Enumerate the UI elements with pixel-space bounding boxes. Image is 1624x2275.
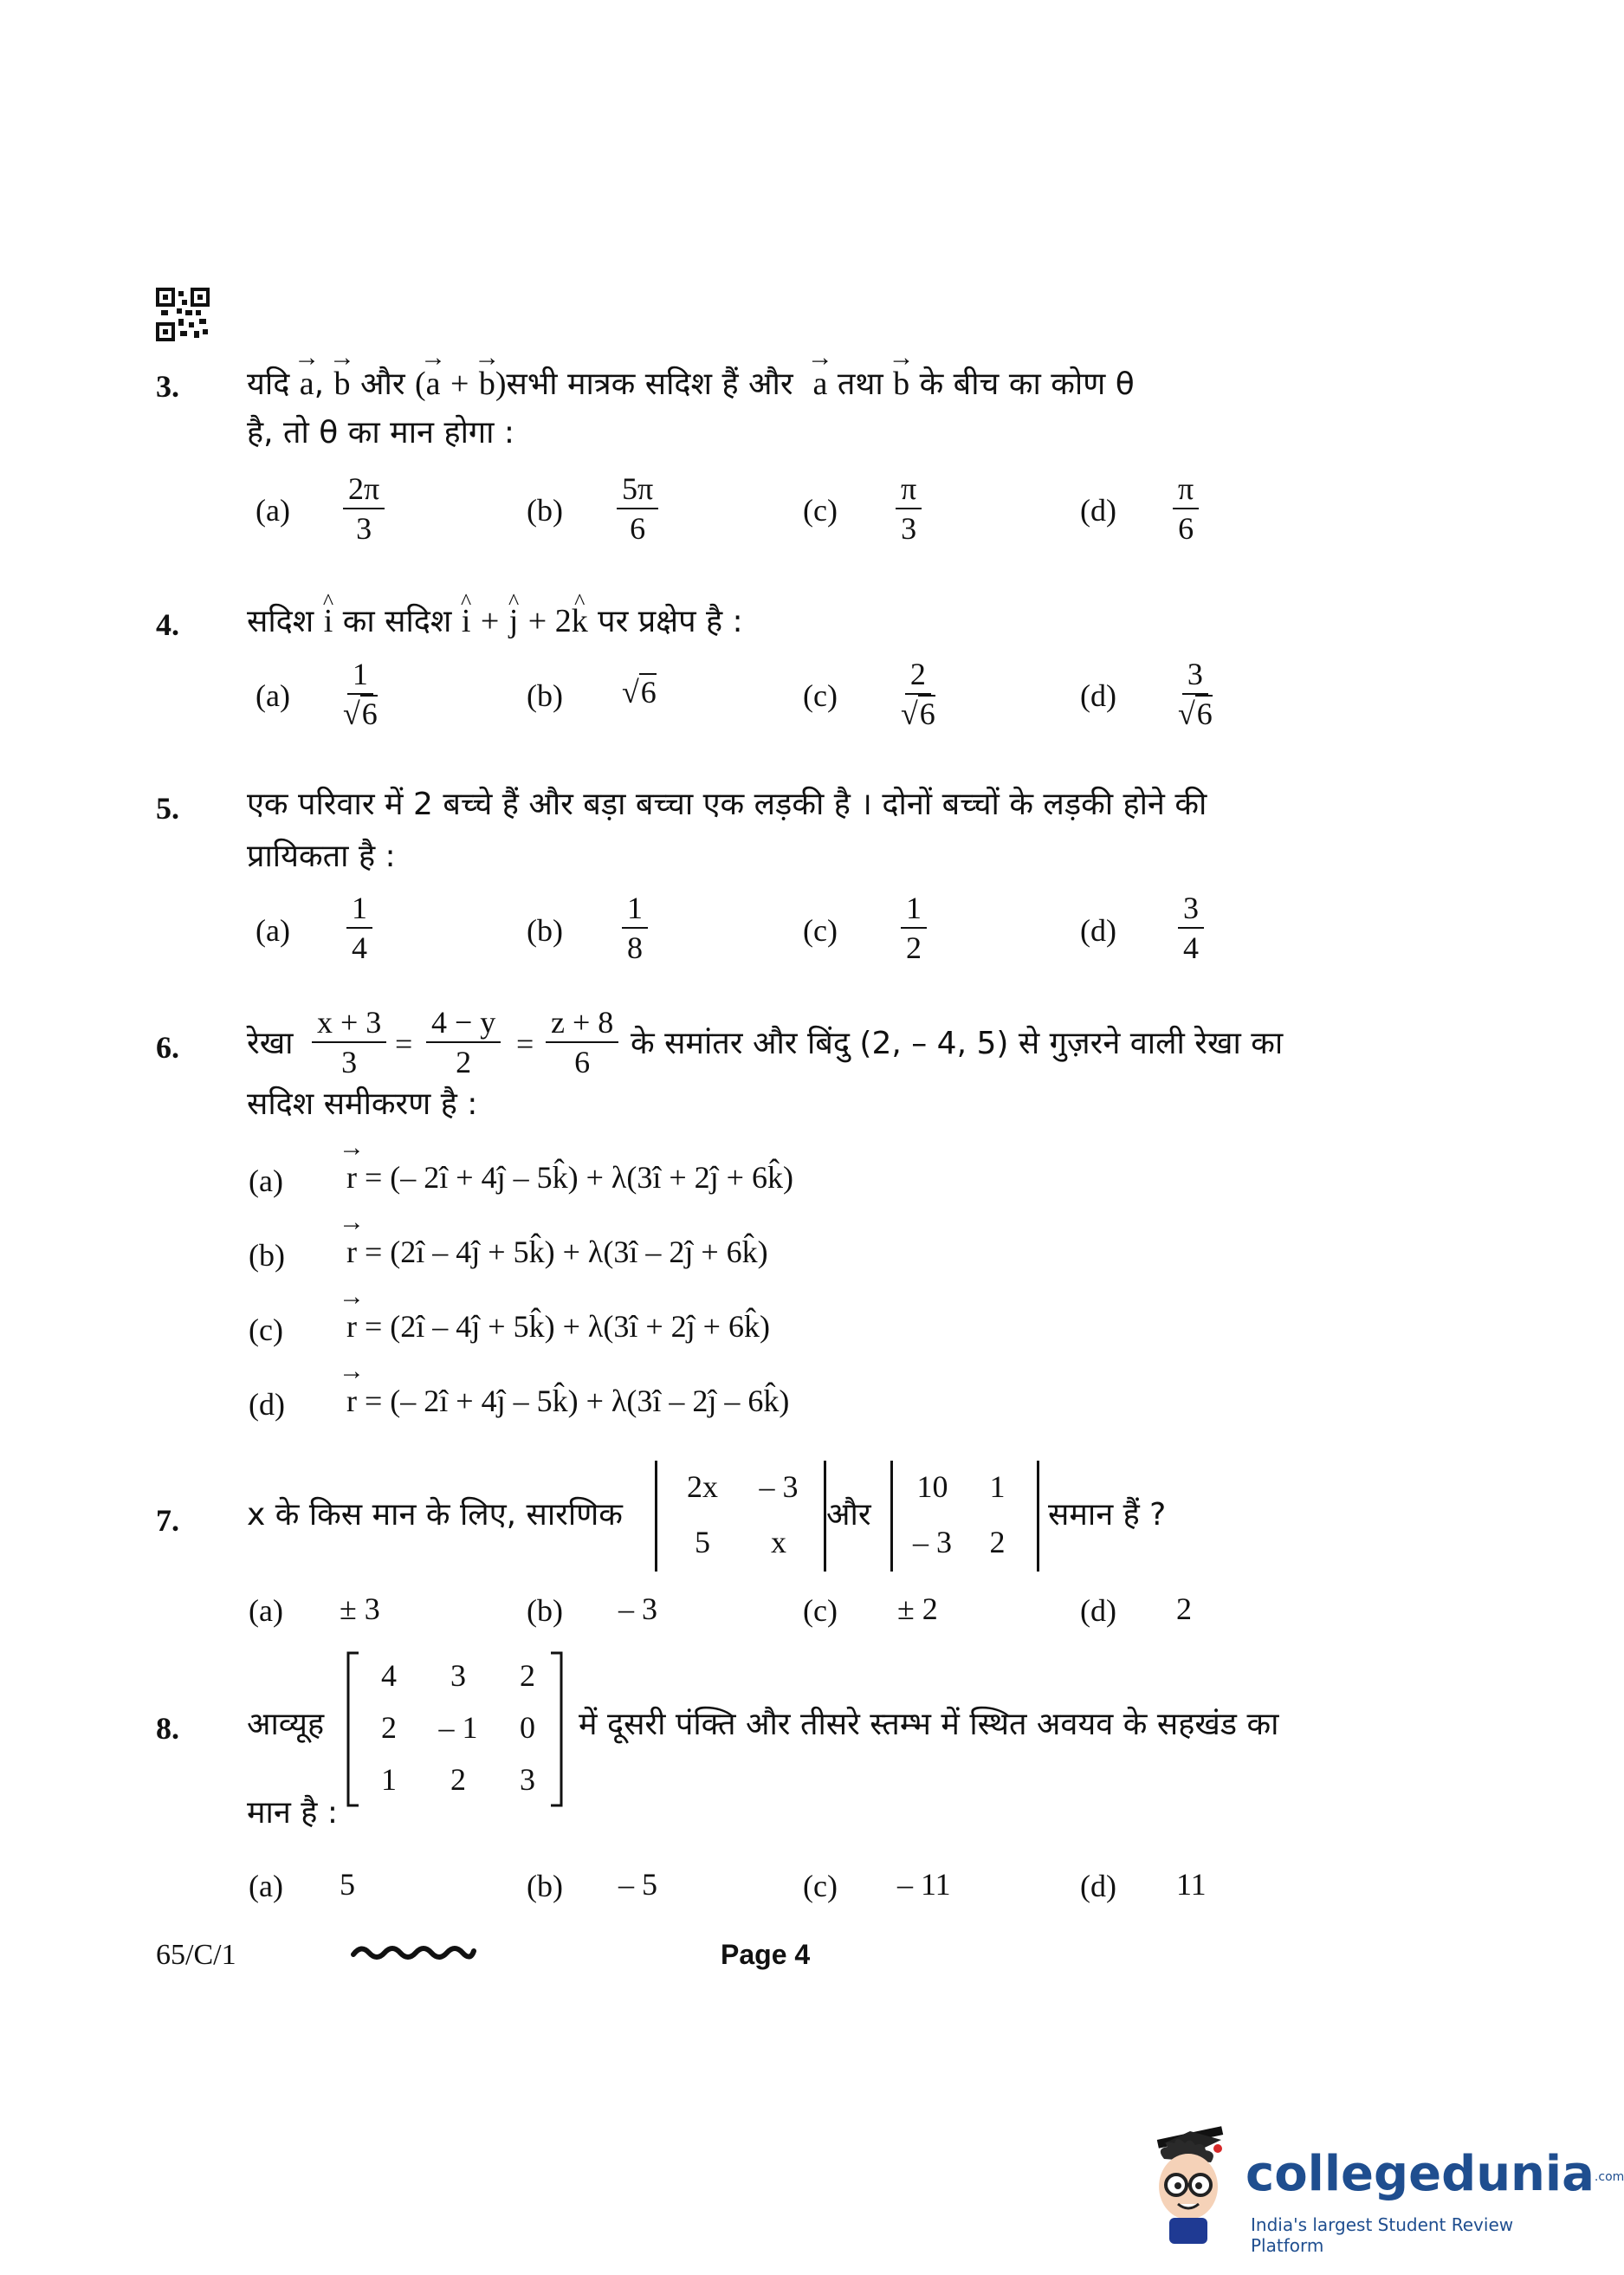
q6-option-c-label: (c) <box>249 1312 283 1347</box>
q7-determinant-2: 10 1 – 3 2 <box>890 1461 1039 1572</box>
question-number-6: 6. <box>156 1030 179 1065</box>
question-7-text-1: x के किस मान के लिए, सारणिक <box>247 1497 623 1533</box>
paper-code: 65/C/1 <box>156 1939 236 1971</box>
q7-option-d-label: (d) <box>1080 1593 1116 1628</box>
question-number-7: 7. <box>156 1503 179 1538</box>
question-number-5: 5. <box>156 791 179 826</box>
q8-option-b-label: (b) <box>527 1869 563 1903</box>
mascot-icon <box>1138 2124 1242 2246</box>
q5-option-d-label: (d) <box>1080 913 1116 948</box>
question-7-text-2: समान हैं ? <box>1048 1497 1167 1533</box>
question-8-text-2: में दूसरी पंक्ति और तीसरे स्तम्भ में स्थित अवयव के सहखंड का <box>579 1707 1279 1742</box>
question-5-line-2: प्रायिकता है : <box>247 839 396 874</box>
qr-code-icon <box>156 288 210 341</box>
question-number-8: 8. <box>156 1711 179 1746</box>
q7-option-d-value: 2 <box>1176 1591 1192 1626</box>
q5-option-b-value: $\frac{1}{8}$ <box>622 889 648 967</box>
q5-option-b-label: (b) <box>527 913 563 948</box>
q7-option-b-value: – 3 <box>618 1591 657 1626</box>
q4-option-c-value: $\frac{2}{√6}$ <box>901 657 935 731</box>
question-5-line-1: एक परिवार में 2 बच्चे हैं और बड़ा बच्चा एक लड़की है । दोनों बच्चों के लड़की होने की <box>247 787 1207 822</box>
q7-option-c-label: (c) <box>803 1593 838 1628</box>
question-4-text: सदिश ^ i का सदिश ^ i + ^ j + 2^ k पर प्रक्षेप है : <box>247 598 743 645</box>
question-number-3: 3. <box>156 369 179 404</box>
q6-fraction-3: $\frac{z + 8}{6}$ <box>546 1003 618 1081</box>
q8-option-c-label: (c) <box>803 1869 838 1903</box>
q8-option-d-value: 11 <box>1176 1867 1207 1902</box>
q7-option-c-value: ± 2 <box>897 1591 938 1626</box>
q3-option-a-label: (a) <box>256 493 290 528</box>
q8-option-a-value: 5 <box>340 1867 355 1902</box>
wave-ornament-icon <box>351 1941 476 1965</box>
brand-logo: collegedunia.com <box>1245 2146 1624 2202</box>
q3-option-d-value: $\frac{\pi}{6}$ <box>1173 470 1199 548</box>
question-6-line-2: सदिश समीकरण है : <box>247 1086 478 1122</box>
q8-option-a-label: (a) <box>249 1869 283 1903</box>
q5-option-a-value: $\frac{1}{4}$ <box>346 889 372 967</box>
q6-option-a-value: → r = (– 2î + 4ĵ – 5k̂) + λ(3î + 2ĵ + 6k̂) <box>346 1159 793 1196</box>
q6-option-d-value: → r = (– 2î + 4ĵ – 5k̂) + λ(3î – 2ĵ – 6k̂) <box>346 1383 789 1419</box>
question-number-4: 4. <box>156 607 179 642</box>
q7-determinant-1: 2x – 3 5 x <box>655 1461 826 1572</box>
q6-equals-2: = <box>516 1027 534 1061</box>
question-6-rekha: रेखा <box>247 1026 294 1061</box>
q6-option-c-value: → r = (2î – 4ĵ + 5k̂) + λ(3î + 2ĵ + 6k̂) <box>346 1308 770 1345</box>
q7-option-b-label: (b) <box>527 1593 563 1628</box>
vector-a: → a <box>300 360 314 407</box>
question-3-line-2: है, तो θ का मान होगा : <box>247 415 515 450</box>
q6-option-b-value: → r = (2î – 4ĵ + 5k̂) + λ(3î – 2ĵ + 6k̂) <box>346 1234 768 1270</box>
q6-option-a-label: (a) <box>249 1163 283 1198</box>
q3-option-b-value: $\frac{5\pi}{6}$ <box>617 470 658 548</box>
brand-tagline: India's largest Student Review Platform <box>1251 2214 1514 2256</box>
q5-option-a-label: (a) <box>256 913 290 948</box>
q3-option-d-label: (d) <box>1080 493 1116 528</box>
question-8-line-2: मान है : <box>247 1795 338 1831</box>
q3-option-c-value: $\frac{\pi}{3}$ <box>896 470 922 548</box>
q4-option-a-label: (a) <box>256 678 290 713</box>
q4-option-b-label: (b) <box>527 678 563 713</box>
q5-option-c-label: (c) <box>803 913 838 948</box>
q8-option-d-label: (d) <box>1080 1869 1116 1903</box>
q8-matrix: 4 3 2 2 – 1 0 1 2 3 <box>381 1658 535 1797</box>
q6-fraction-1: $\frac{x + 3}{3}$ <box>312 1003 386 1081</box>
q8-option-b-value: – 5 <box>618 1867 657 1902</box>
page-number: Page 4 <box>721 1939 811 1970</box>
q6-option-d-label: (d) <box>249 1387 285 1422</box>
q4-option-a-value: $\frac{1}{√6}$ <box>343 657 378 731</box>
vector-b: → b <box>334 360 351 407</box>
q3-option-c-label: (c) <box>803 493 838 528</box>
q3-option-b-label: (b) <box>527 493 563 528</box>
q8-option-c-value: – 11 <box>897 1867 951 1902</box>
q4-option-b-value: √6 <box>622 675 657 710</box>
q5-option-c-value: $\frac{1}{2}$ <box>901 889 927 967</box>
q6-equals-1: = <box>395 1027 413 1061</box>
question-3-line-1: यदि → a, → b और (→ a + → b)सभी मात्रक सदिश हैं और → a तथा → b के बीच का कोण θ <box>247 360 1135 408</box>
q7-option-a-label: (a) <box>249 1593 283 1628</box>
q8-matrix-brackets <box>346 1651 572 1807</box>
q3-option-a-value: $\frac{2\pi}{3}$ <box>343 470 385 548</box>
q6-option-b-label: (b) <box>249 1238 285 1273</box>
q5-option-d-value: $\frac{3}{4}$ <box>1178 889 1204 967</box>
q6-fraction-2: $\frac{4 - y}{2}$ <box>426 1003 501 1081</box>
question-8-text-1: आव्यूह <box>247 1707 325 1742</box>
question-6-line-1-rest: के समांतर और बिंदु (2, – 4, 5) से गुज़रने वाली रेखा का <box>631 1026 1284 1061</box>
question-7-aur: और <box>826 1497 871 1533</box>
q7-option-a-value: ± 3 <box>340 1591 380 1626</box>
q4-option-c-label: (c) <box>803 678 838 713</box>
q4-option-d-value: $\frac{3}{√6}$ <box>1178 657 1213 731</box>
q4-option-d-label: (d) <box>1080 678 1116 713</box>
